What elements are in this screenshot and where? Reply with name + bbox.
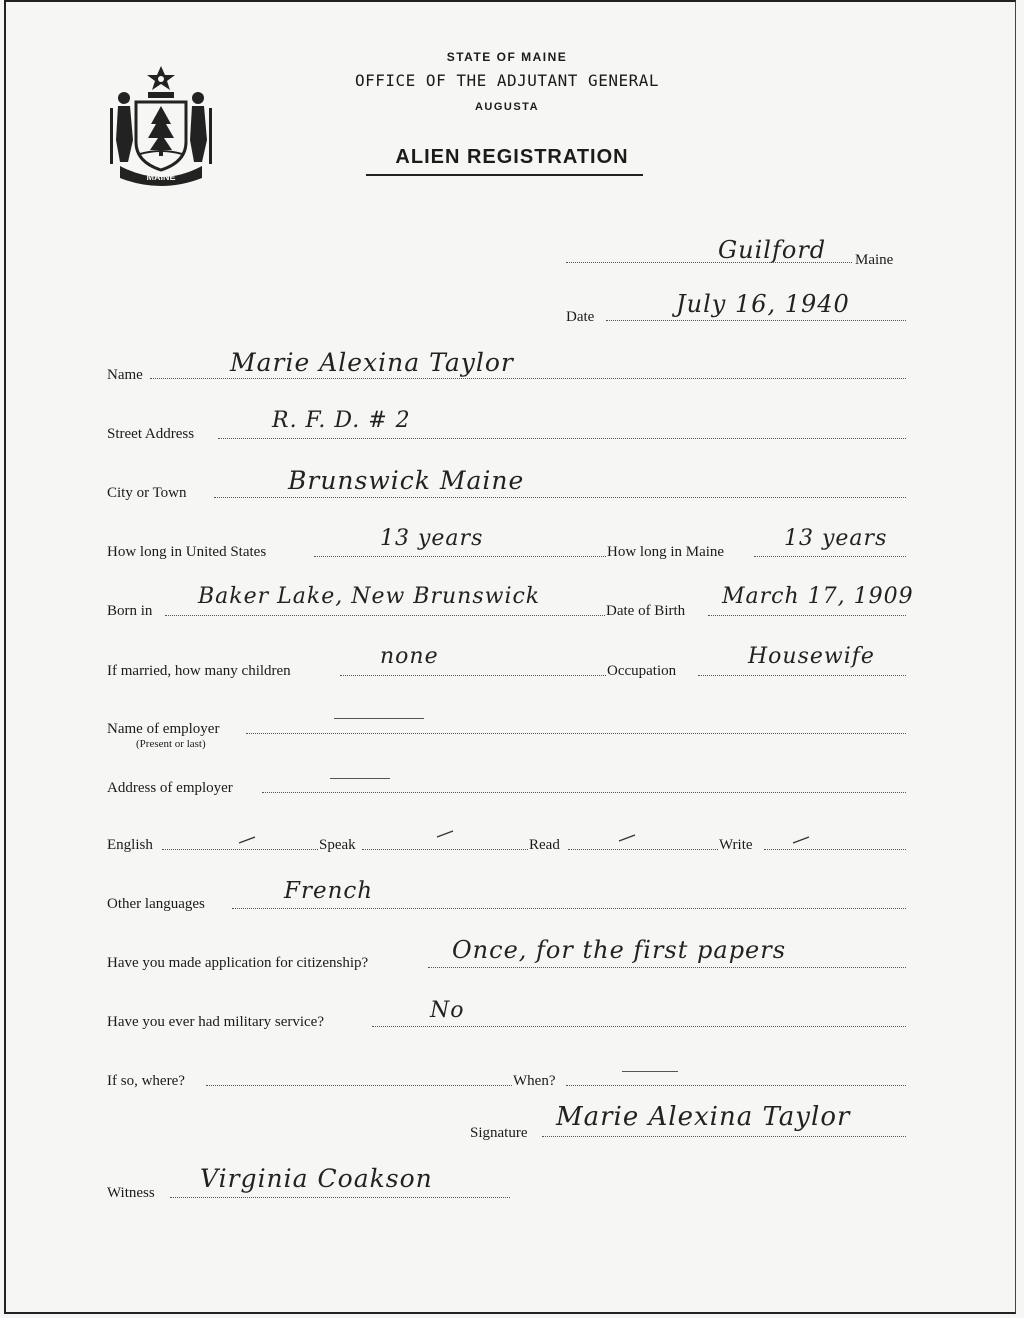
witness-value: Virginia Coakson	[200, 1164, 433, 1193]
state-heading: STATE OF MAINE	[446, 50, 568, 64]
date-value: July 16, 1940	[676, 290, 850, 318]
street-address-value: R. F. D. # 2	[272, 408, 411, 433]
town-value: Guilford	[718, 236, 827, 264]
occupation-label: Occupation	[607, 663, 677, 679]
occupation-value: Housewife	[748, 644, 875, 669]
title-underline	[366, 174, 643, 176]
born-in-value: Baker Lake, New Brunswick	[198, 584, 541, 609]
born-in-line	[165, 615, 605, 616]
date-label: Date	[566, 309, 595, 325]
how-long-us-value: 13 years	[380, 526, 484, 551]
when-line	[566, 1085, 906, 1086]
office-heading: OFFICE OF THE ADJUTANT GENERAL	[355, 71, 659, 90]
children-label: If married, how many children	[107, 663, 291, 679]
read-line	[568, 849, 718, 850]
children-line	[340, 675, 606, 676]
citizenship-label: Have you made application for citizenship?	[107, 955, 369, 971]
name-value: Marie Alexina Taylor	[230, 348, 514, 377]
street-address-label: Street Address	[107, 426, 195, 442]
military-value: No	[430, 998, 465, 1023]
city-town-line	[214, 497, 906, 498]
form-title: ALIEN REGISTRATION	[395, 146, 629, 168]
how-long-maine-value: 13 years	[784, 526, 888, 551]
born-in-label: Born in	[107, 603, 153, 619]
employer-name-line	[246, 733, 906, 734]
military-line	[372, 1026, 906, 1027]
employer-name-label: Name of employer	[107, 721, 220, 737]
seal-banner-text: MAINE	[146, 172, 176, 182]
how-long-us-label: How long in United States	[107, 544, 267, 560]
employer-note-label: (Present or last)	[136, 738, 206, 750]
witness-label: Witness	[107, 1185, 155, 1201]
signature-label: Signature	[470, 1125, 528, 1141]
read-check-mark	[618, 834, 636, 842]
name-line	[150, 378, 906, 379]
read-label: Read	[529, 837, 560, 853]
occupation-line	[698, 675, 906, 676]
employer-address-line	[262, 792, 906, 793]
write-line	[764, 849, 906, 850]
witness-line	[170, 1197, 510, 1198]
other-languages-line	[232, 908, 906, 909]
city-town-label: City or Town	[107, 485, 187, 501]
citizenship-line	[428, 967, 906, 968]
how-long-us-line	[314, 556, 606, 557]
city-heading: AUGUSTA	[474, 101, 540, 113]
other-languages-value: French	[284, 878, 374, 904]
date-of-birth-line	[708, 615, 906, 616]
children-value: none	[380, 644, 439, 669]
english-check-mark	[238, 836, 256, 844]
name-label: Name	[107, 367, 143, 383]
date-line	[606, 320, 906, 321]
where-label: If so, where?	[107, 1073, 185, 1089]
write-label: Write	[719, 837, 753, 853]
employer-name-dash	[334, 718, 424, 719]
other-languages-label: Other languages	[107, 896, 205, 912]
how-long-maine-label: How long in Maine	[607, 544, 725, 560]
where-line	[206, 1085, 512, 1086]
state-suffix-label: Maine	[855, 252, 894, 268]
signature-line	[542, 1136, 906, 1137]
when-label: When?	[513, 1073, 556, 1089]
when-dash	[622, 1071, 678, 1072]
signature-value: Marie Alexina Taylor	[556, 1102, 851, 1132]
speak-label: Speak	[319, 837, 356, 853]
street-address-line	[218, 438, 906, 439]
how-long-maine-line	[754, 556, 906, 557]
date-of-birth-label: Date of Birth	[606, 603, 686, 619]
citizenship-value: Once, for the first papers	[452, 936, 787, 964]
city-town-value: Brunswick Maine	[288, 466, 525, 495]
english-label: English	[107, 837, 153, 853]
write-check-mark	[792, 836, 810, 844]
employer-address-label: Address of employer	[107, 780, 233, 796]
employer-address-dash	[330, 778, 390, 779]
date-of-birth-value: March 17, 1909	[722, 584, 914, 609]
military-label: Have you ever had military service?	[107, 1014, 324, 1030]
speak-check-mark	[436, 830, 454, 838]
speak-line	[362, 849, 528, 850]
english-line	[162, 849, 318, 850]
